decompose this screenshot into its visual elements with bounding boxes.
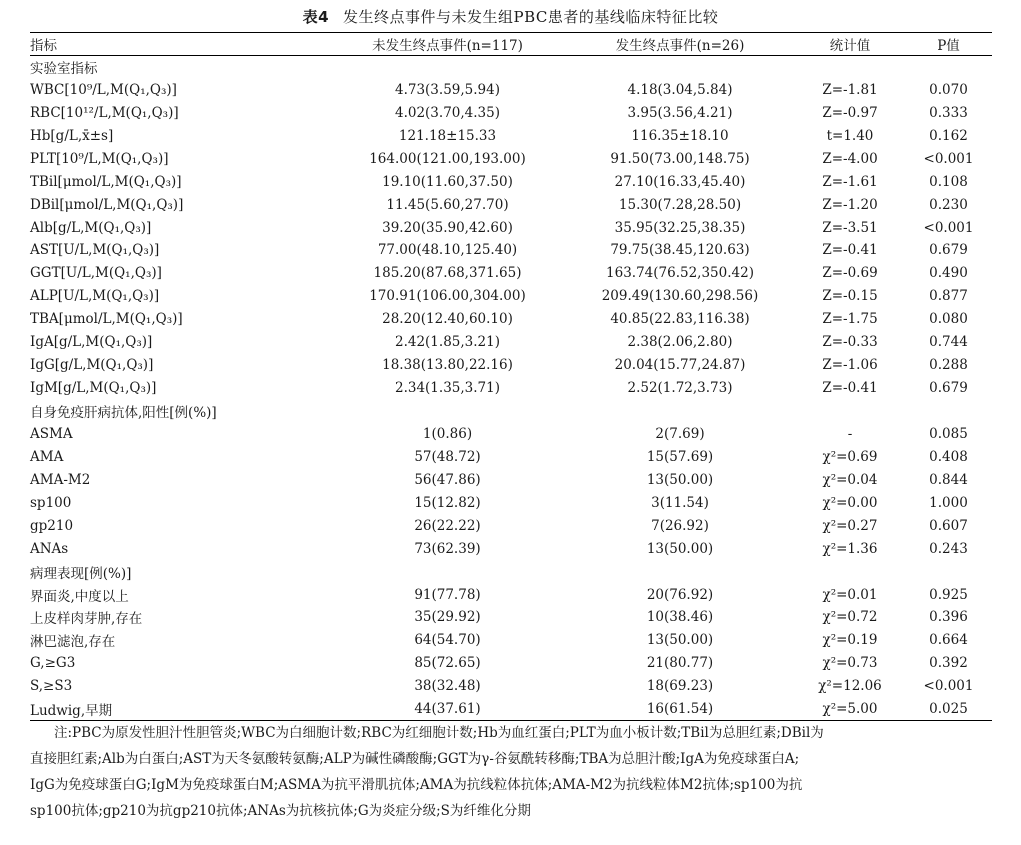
event-cell: 163.74(76.52,350.42) (606, 265, 754, 282)
event-cell: 91.50(73.00,148.75) (610, 150, 750, 167)
header-statistic: 统计值 (795, 33, 905, 56)
baseline-comparison-table (30, 32, 992, 721)
statistic-cell: χ²=0.00 (822, 494, 878, 511)
no-event-cell: 91(77.78) (414, 586, 481, 603)
p-value-cell: 0.392 (929, 655, 968, 672)
no-event-cell: 77.00(48.10,125.40) (377, 242, 518, 259)
statistic-cell: χ²=0.73 (822, 655, 878, 672)
statistic-cell: χ²=1.36 (822, 540, 878, 557)
p-value-cell: 0.070 (929, 81, 968, 98)
table-row (30, 606, 992, 629)
no-event-cell: 170.91(106.00,304.00) (369, 288, 526, 305)
indicator-cell: 上皮样肉芽肿,存在 (30, 611, 143, 628)
event-cell: 18(69.23) (646, 678, 714, 695)
table-row (30, 491, 992, 514)
no-event-cell: 19.10(11.60,37.50) (382, 173, 513, 190)
header-no-event: 未发生终点事件(n=117) (330, 33, 565, 56)
table-row (30, 216, 992, 239)
p-value-cell: 1.000 (929, 494, 968, 511)
no-event-cell: 39.20(35.90,42.60) (382, 219, 513, 236)
indicator-cell: WBC[10⁹/L,M(Q₁,Q₃)] (30, 81, 177, 98)
p-value-cell: 0.877 (929, 288, 968, 305)
table-title: 发生终点事件与未发生组PBC患者的基线临床特征比较 (343, 8, 719, 26)
indicator-cell: TBil[μmol/L,M(Q₁,Q₃)] (30, 173, 182, 190)
table-row (30, 514, 992, 537)
no-event-cell: 35(29.92) (414, 609, 481, 626)
statistic-cell: χ²=0.04 (822, 471, 878, 488)
p-value-cell: 0.108 (929, 173, 968, 190)
no-event-cell: 185.20(87.68,371.65) (373, 265, 522, 282)
table-row (30, 331, 992, 354)
header-event: 发生终点事件(n=26) (565, 33, 795, 56)
statistic-cell: χ²=0.27 (822, 517, 878, 534)
statistic-cell: - (847, 425, 853, 442)
table-row (30, 583, 992, 606)
table-row (30, 193, 992, 216)
statistic-cell: Z=-1.20 (822, 196, 878, 213)
event-cell: 20(76.92) (646, 586, 714, 603)
table-row (30, 377, 992, 400)
p-value-cell: 0.664 (929, 632, 968, 649)
statistic-cell: t=1.40 (826, 127, 874, 144)
p-value-cell: 0.607 (929, 517, 968, 534)
indicator-cell: IgM[g/L,M(Q₁,Q₃)] (30, 380, 157, 397)
statistic-cell: Z=-1.81 (822, 81, 878, 98)
indicator-cell: RBC[10¹²/L,M(Q₁,Q₃)] (30, 104, 179, 121)
no-event-cell: 11.45(5.60,27.70) (386, 196, 509, 213)
p-value-cell: 0.744 (929, 334, 968, 351)
event-cell: 3.95(3.56,4.21) (627, 104, 733, 121)
no-event-cell: 121.18±15.33 (398, 127, 497, 144)
indicator-cell: PLT[10⁹/L,M(Q₁,Q₃)] (30, 150, 169, 167)
indicator-cell: AMA-M2 (30, 471, 91, 488)
section-label: 自身免疫肝病抗体,阳性[例(%)] (30, 405, 217, 422)
p-value-cell: 0.679 (929, 242, 968, 259)
statistic-cell: χ²=5.00 (795, 698, 905, 721)
event-cell: 40.85(22.83,116.38) (610, 311, 750, 328)
section-label: 病理表现[例(%)] (30, 565, 132, 582)
indicator-cell: IgA[g/L,M(Q₁,Q₃)] (30, 334, 153, 351)
indicator-cell: Hb[g/L,x̄±s] (30, 127, 114, 144)
statistic-cell: Z=-0.41 (822, 242, 878, 259)
statistic-cell: χ²=0.19 (822, 632, 878, 649)
indicator-cell: AMA (30, 448, 64, 465)
indicator-cell: ALP[U/L,M(Q₁,Q₃)] (30, 288, 160, 305)
indicator-cell: AST[U/L,M(Q₁,Q₃)] (30, 242, 160, 259)
p-value-cell: 0.408 (929, 448, 968, 465)
statistic-cell: Z=-1.61 (822, 173, 878, 190)
table-row (30, 262, 992, 285)
header-indicator: 指标 (30, 33, 330, 56)
p-value-cell: 0.288 (929, 357, 968, 374)
indicator-cell: ASMA (30, 425, 73, 442)
table-row (30, 78, 992, 101)
statistic-cell: Z=-0.41 (822, 380, 878, 397)
no-event-cell: 164.00(121.00,193.00) (369, 150, 526, 167)
section-row (30, 56, 992, 79)
section-row (30, 560, 992, 583)
footnote-line: sp100抗体;gp210为抗gp210抗体;ANAs为抗核抗体;G为炎症分级;S为纤维化分期 (30, 803, 531, 819)
table-row (30, 308, 992, 331)
event-cell: 13(50.00) (646, 632, 714, 649)
statistic-cell: Z=-1.06 (822, 357, 878, 374)
table-body (30, 56, 992, 721)
event-cell: 13(50.00) (646, 540, 714, 557)
header-p-value: P值 (905, 33, 992, 56)
p-value-cell: <0.001 (923, 678, 974, 695)
event-cell: 35.95(32.25,38.35) (614, 219, 746, 236)
p-value-cell: 0.844 (929, 471, 968, 488)
table-header (30, 33, 992, 56)
p-value-cell: 0.925 (929, 586, 968, 603)
event-cell: 116.35±18.10 (631, 127, 729, 144)
header-row (30, 33, 992, 56)
no-event-cell: 15(12.82) (414, 494, 481, 511)
indicator-cell: DBil[μmol/L,M(Q₁,Q₃)] (30, 196, 184, 213)
event-cell: 27.10(16.33,45.40) (614, 173, 746, 190)
statistic-cell: Z=-3.51 (822, 219, 878, 236)
event-cell: 15(57.69) (646, 448, 714, 465)
footnote-line: 直接胆红素;Alb为白蛋白;AST为天冬氨酸转氨酶;ALP为碱性磷酸酶;GGT为γ-谷氨酰转移酶;TBA为总胆汁酸;IgA为免疫球蛋白A; (30, 751, 800, 767)
table-row (30, 170, 992, 193)
p-value-cell: 0.162 (929, 127, 968, 144)
footnote-line: IgG为免疫球蛋白G;IgM为免疫球蛋白M;ASMA为抗平滑肌抗体;AMA为抗线粒体抗体;AMA-M2为抗线粒体M2抗体;sp100为抗 (30, 777, 803, 793)
no-event-cell: 44(37.61) (330, 698, 565, 721)
table-row (30, 423, 992, 446)
event-cell: 7(26.92) (651, 517, 709, 534)
indicator-cell: G,≥G3 (30, 655, 76, 672)
statistic-cell: Z=-0.97 (822, 104, 878, 121)
footnote-line: 注:PBC为原发性胆汁性胆管炎;WBC为白细胞计数;RBC为红细胞计数;Hb为血红蛋白;PLT为血小板计数;TBil为总胆红素;DBil为 (54, 725, 824, 741)
indicator-cell: 淋巴滤泡,存在 (30, 634, 116, 651)
statistic-cell: χ²=0.72 (822, 609, 878, 626)
event-cell: 79.75(38.45,120.63) (610, 242, 750, 259)
p-value-cell: <0.001 (923, 150, 974, 167)
event-cell: 21(80.77) (646, 655, 714, 672)
p-value-cell: 0.025 (905, 698, 992, 721)
p-value-cell: 0.333 (929, 104, 968, 121)
event-cell: 15.30(7.28,28.50) (618, 196, 742, 213)
event-cell: 20.04(15.77,24.87) (614, 357, 746, 374)
table-row (30, 124, 992, 147)
indicator-cell: S,≥S3 (30, 678, 73, 695)
indicator-cell: TBA[μmol/L,M(Q₁,Q₃)] (30, 311, 183, 328)
p-value-cell: 0.080 (929, 311, 968, 328)
indicator-cell: Ludwig,早期 (30, 698, 330, 721)
table-number: 表4 (302, 8, 330, 26)
event-cell: 10(38.46) (646, 609, 714, 626)
statistic-cell: Z=-4.00 (822, 150, 878, 167)
table-caption (0, 6, 1021, 27)
p-value-cell: 0.243 (929, 540, 968, 557)
indicator-cell: ANAs (30, 540, 69, 557)
p-value-cell: 0.679 (929, 380, 968, 397)
indicator-cell: gp210 (30, 517, 74, 534)
no-event-cell: 28.20(12.40,60.10) (382, 311, 513, 328)
table-row (30, 675, 992, 698)
p-value-cell: <0.001 (923, 219, 974, 236)
no-event-cell: 56(47.86) (414, 471, 481, 488)
statistic-cell: χ²=0.01 (822, 586, 878, 603)
table-row (30, 354, 992, 377)
event-cell: 13(50.00) (646, 471, 714, 488)
table-row (30, 101, 992, 124)
event-cell: 2.38(2.06,2.80) (627, 334, 733, 351)
no-event-cell: 4.73(3.59,5.94) (394, 81, 500, 98)
indicator-cell: GGT[U/L,M(Q₁,Q₃)] (30, 265, 162, 282)
table-row (30, 468, 992, 491)
section-label: 实验室指标 (30, 61, 98, 78)
event-cell: 4.18(3.04,5.84) (627, 81, 733, 98)
statistic-cell: χ²=0.69 (822, 448, 878, 465)
statistic-cell: Z=-0.69 (822, 265, 878, 282)
table-row (30, 445, 992, 468)
no-event-cell: 26(22.22) (414, 517, 481, 534)
table-row (30, 698, 992, 721)
p-value-cell: 0.396 (929, 609, 968, 626)
event-cell: 2.52(1.72,3.73) (627, 380, 733, 397)
statistic-cell: Z=-0.33 (822, 334, 878, 351)
indicator-cell: IgG[g/L,M(Q₁,Q₃)] (30, 357, 154, 374)
statistic-cell: χ²=12.06 (818, 678, 882, 695)
statistic-cell: Z=-1.75 (822, 311, 878, 328)
section-row (30, 400, 992, 423)
event-cell: 16(61.54) (565, 698, 795, 721)
no-event-cell: 64(54.70) (414, 632, 481, 649)
no-event-cell: 85(72.65) (414, 655, 481, 672)
no-event-cell: 38(32.48) (414, 678, 481, 695)
event-cell: 209.49(130.60,298.56) (601, 288, 759, 305)
statistic-cell: Z=-0.15 (822, 288, 878, 305)
no-event-cell: 57(48.72) (414, 448, 481, 465)
no-event-cell: 73(62.39) (414, 540, 481, 557)
no-event-cell: 1(0.86) (422, 425, 473, 442)
table-row (30, 285, 992, 308)
event-cell: 3(11.54) (651, 494, 709, 511)
no-event-cell: 18.38(13.80,22.16) (382, 357, 513, 374)
no-event-cell: 4.02(3.70,4.35) (394, 104, 500, 121)
p-value-cell: 0.490 (929, 265, 968, 282)
table-footnote (30, 720, 993, 824)
p-value-cell: 0.085 (929, 425, 968, 442)
table-row (30, 239, 992, 262)
p-value-cell: 0.230 (929, 196, 968, 213)
no-event-cell: 2.42(1.85,3.21) (394, 334, 500, 351)
indicator-cell: sp100 (30, 494, 72, 511)
table-row (30, 537, 992, 560)
event-cell: 2(7.69) (655, 425, 705, 442)
indicator-cell: Alb[g/L,M(Q₁,Q₃)] (30, 219, 152, 236)
table-row (30, 147, 992, 170)
table-row (30, 652, 992, 675)
indicator-cell: 界面炎,中度以上 (30, 588, 129, 605)
no-event-cell: 2.34(1.35,3.71) (394, 380, 500, 397)
table-row (30, 629, 992, 652)
